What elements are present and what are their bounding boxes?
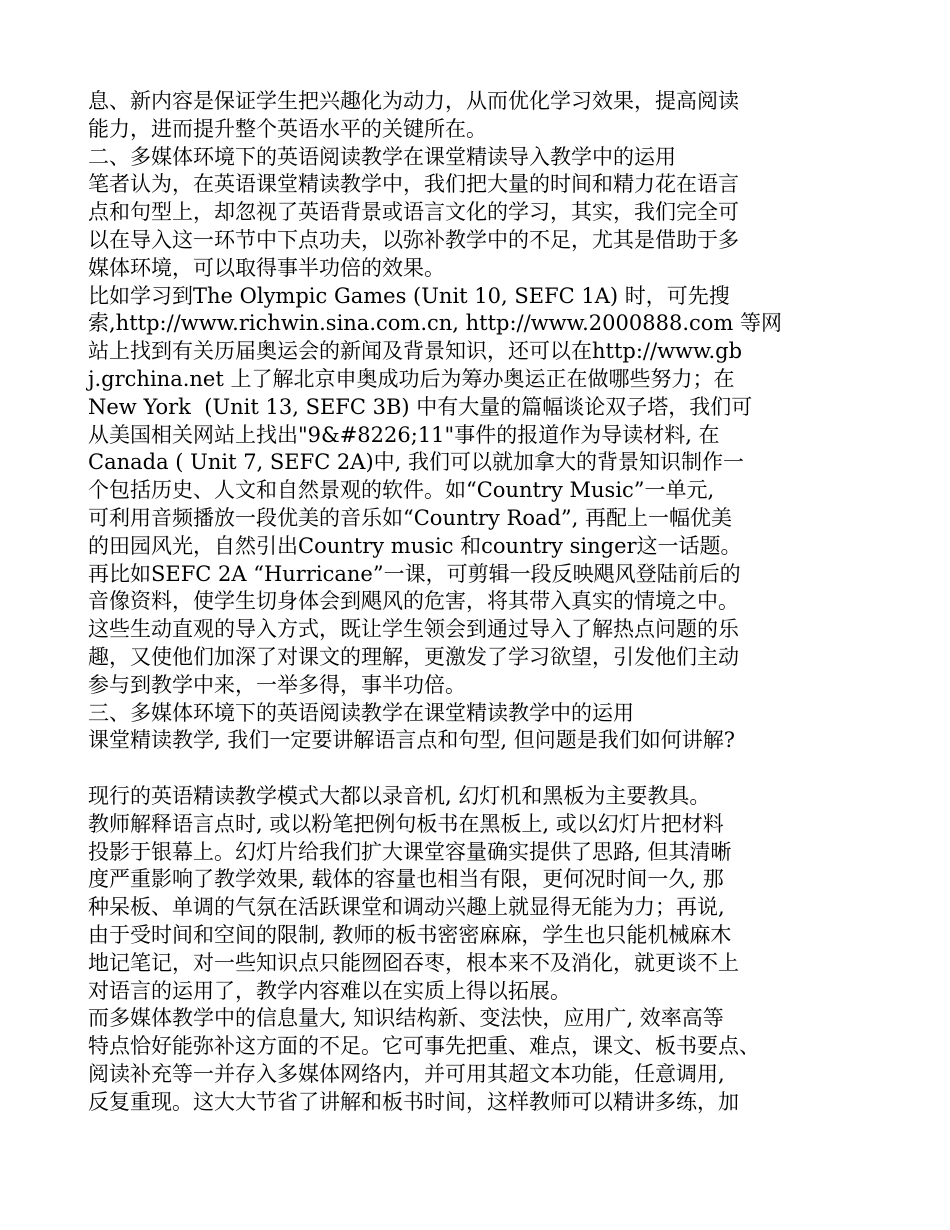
text-line: 再比如SEFC 2A “Hurricane”一课，可剪辑一段反映飓风登陆前后的: [88, 561, 741, 586]
text-line: 投影于银幕上。幻灯片给我们扩大课堂容量确实提供了思路, 但其清晰: [88, 839, 732, 864]
text-line: 课堂精读教学, 我们一定要讲解语言点和句型, 但问题是我们如何讲解?: [88, 728, 735, 753]
text-line: 而多媒体教学中的信息量大, 知识结构新、变法快，应用广, 效率高等: [88, 1006, 724, 1031]
text-line: 从美国相关网站上找出"9&#8226;11"事件的报道作为导读材料, 在: [88, 422, 720, 447]
text-line: j.grchina.net 上了解北京申奥成功后为筹办奥运正在做哪些努力；在: [88, 366, 735, 391]
text-line: 索,http://www.richwin.sina.com.cn, http://www.2000888.com 等网: [88, 311, 783, 336]
section-heading: 三、多媒体环境下的英语阅读教学在课堂精读教学中的运用: [88, 700, 634, 725]
text-line: 点和句型上，却忽视了英语背景或语言文化的学习，其实，我们完全可: [88, 200, 739, 225]
text-line: 参与到教学中来，一举多得，事半功倍。: [88, 672, 466, 697]
text-line: 地记笔记，对一些知识点只能囫囵吞枣，根本来不及消化，就更谈不上: [88, 950, 739, 975]
text-line: 比如学习到The Olympic Games (Unit 10, SEFC 1A) 时，可先搜: [88, 283, 730, 308]
text-line: 种呆板、单调的气氛在活跃课堂和调动兴趣上就显得无能为力；再说,: [88, 895, 725, 920]
text-line: 阅读补充等一并存入多媒体网络内，并可用其超文本功能，任意调用,: [88, 1061, 725, 1086]
text-line: 个包括历史、人文和自然景观的软件。如“Country Music”一单元,: [88, 478, 715, 503]
text-line: 趣，又使他们加深了对课文的理解，更激发了学习欲望，引发他们主动: [88, 644, 739, 669]
text-line: 由于受时间和空间的限制, 教师的板书密密麻麻，学生也只能机械麻木: [88, 922, 732, 947]
section-heading: 二、多媒体环境下的英语阅读教学在课堂精读导入教学中的运用: [88, 144, 676, 169]
text-line: 能力，进而提升整个英语水平的关键所在。: [88, 116, 487, 141]
text-line: 的田园风光，自然引出Country music 和country singer这一话题。: [88, 533, 742, 558]
text-line: Canada ( Unit 7, SEFC 2A)中, 我们可以就加拿大的背景知识制作一: [88, 450, 745, 475]
document-body: [88, 88, 868, 1116]
text-line: 站上找到有关历届奥运会的新闻及背景知识，还可以在http://www.gb: [88, 339, 743, 364]
blank-line: [88, 755, 868, 783]
text-line: 对语言的运用了，教学内容难以在实质上得以拓展。: [88, 978, 571, 1003]
text-line: 媒体环境，可以取得事半功倍的效果。: [88, 255, 445, 280]
text-line: 现行的英语精读教学模式大都以录音机, 幻灯机和黑板为主要教具。: [88, 783, 711, 808]
text-line: 反复重现。这大大节省了讲解和板书时间，这样教师可以精讲多练，加: [88, 1089, 739, 1114]
text-line: 度严重影响了教学效果, 载体的容量也相当有限，更何况时间一久, 那: [88, 867, 724, 892]
text-line: 音像资料，使学生切身体会到飓风的危害，将其带入真实的情境之中。: [88, 589, 739, 614]
text-line: New York (Unit 13, SEFC 3B) 中有大量的篇幅谈论双子塔，我们可: [88, 394, 753, 419]
text-line: 可利用音频播放一段优美的音乐如“Country Road”, 再配上一幅优美: [88, 505, 733, 530]
text-line: 这些生动直观的导入方式，既让学生领会到通过导入了解热点问题的乐: [88, 617, 739, 642]
text-line: 教师解释语言点时, 或以粉笔把例句板书在黑板上, 或以幻灯片把材料: [88, 811, 724, 836]
text-line: 笔者认为，在英语课堂精读教学中，我们把大量的时间和精力花在语言: [88, 172, 739, 197]
text-line: 息、新内容是保证学生把兴趣化为动力，从而优化学习效果，提高阅读: [88, 89, 739, 113]
text-line: 特点恰好能弥补这方面的不足。它可事先把重、难点，课文、板书要点、: [88, 1034, 760, 1059]
text-line: 以在导入这一环节中下点功夫，以弥补教学中的不足，尤其是借助于多: [88, 227, 739, 252]
